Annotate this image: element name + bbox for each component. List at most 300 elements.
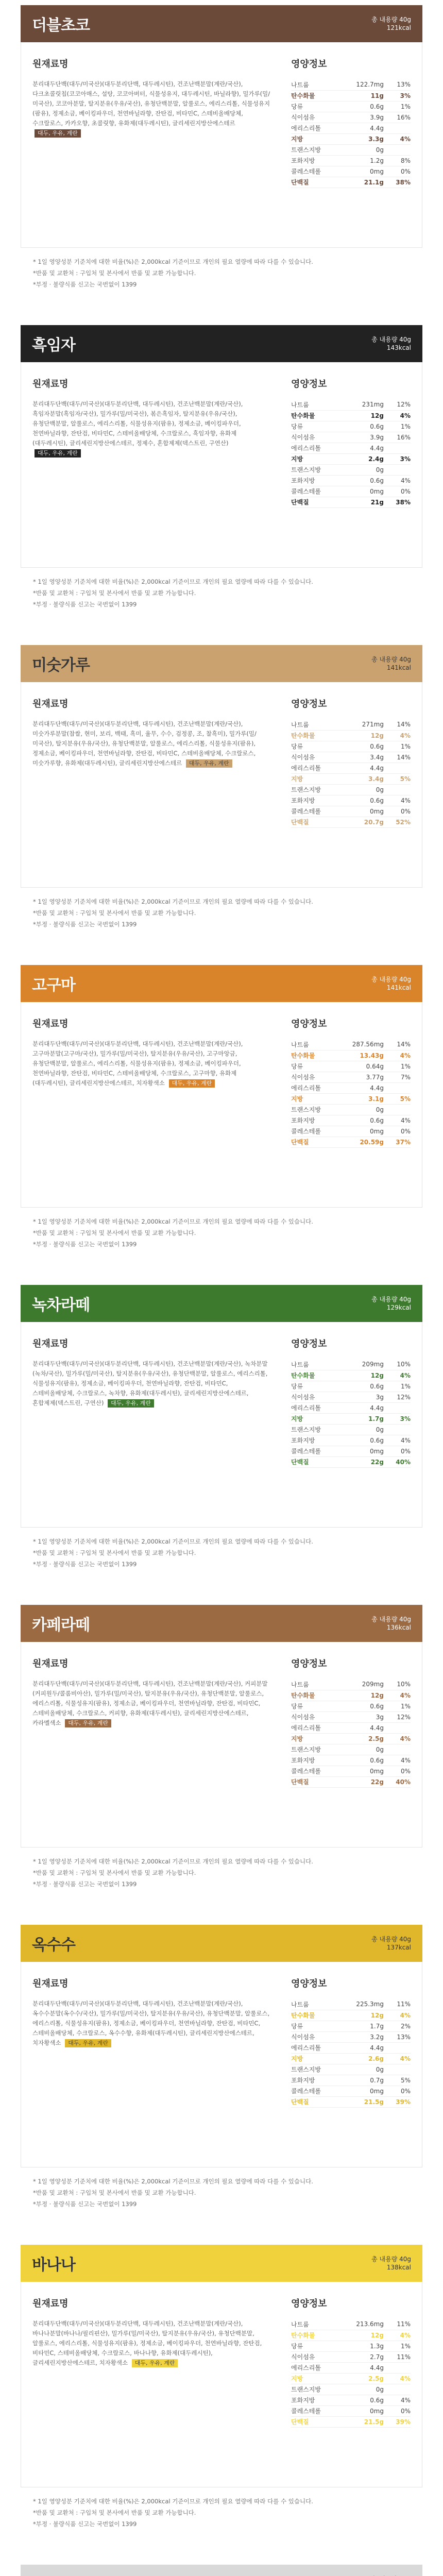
product-header	[21, 1925, 422, 1962]
calories: 141kcal	[386, 664, 411, 671]
product-size	[371, 335, 411, 352]
calories: 137kcal	[386, 1944, 411, 1951]
nutrient-value: 0.6g	[348, 1381, 384, 1392]
nutrient-percent: 4%	[384, 475, 411, 486]
nutrition-row	[291, 2042, 411, 2053]
nutrient-percent	[384, 1722, 411, 1733]
note-line: * 1일 영양성분 기준치에 대한 비율(%)은 2,000kcal 기준이므로 개인의 필요 열량에 따라 다를 수 있습니다.	[33, 258, 313, 265]
nutrient-percent: 0%	[384, 1766, 411, 1776]
note-line: *부정 · 불량식품 신고는 국번없이 1399	[33, 601, 137, 608]
nutrient-value: 271mg	[348, 719, 384, 730]
nutrition-block	[291, 1976, 411, 2167]
nutrient-percent: 12%	[384, 1711, 411, 1722]
nutrition-block	[291, 697, 411, 887]
note-line: * 1일 영양성분 기준치에 대한 비율(%)은 2,000kcal 기준이므로 개인의 필요 열량에 따라 다를 수 있습니다.	[33, 2178, 313, 2185]
nutrient-value: 0mg	[348, 1766, 384, 1776]
nutrient-value: 287.56mg	[348, 1039, 384, 1050]
nutrient-percent: 12%	[384, 399, 411, 410]
nutrition-table	[291, 2319, 411, 2428]
nutrient-value: 0mg	[348, 806, 384, 817]
net-weight: 총 내용량 40g	[371, 656, 411, 663]
nutrient-name: 트랜스지방	[291, 144, 348, 155]
nutrient-percent	[384, 443, 411, 453]
nutrient-name: 트랜스지방	[291, 2064, 348, 2075]
calories: 129kcal	[386, 1304, 411, 1311]
nutrient-percent: 16%	[384, 432, 411, 443]
nutrition-title: 영양정보	[291, 1658, 327, 1669]
nutrient-name: 식이섬유	[291, 112, 348, 123]
nutrition-row	[291, 421, 411, 432]
nutrient-name: 트랜스지방	[291, 1424, 348, 1435]
nutrient-percent: 0%	[384, 1126, 411, 1137]
note-line: *부정 · 불량식품 신고는 국번없이 1399	[33, 921, 137, 928]
product-name: 흑임자	[32, 336, 75, 354]
nutrient-percent: 4%	[384, 1690, 411, 1701]
nutrition-table	[291, 79, 411, 188]
nutrient-value: 0mg	[348, 166, 384, 177]
nutrient-value: 2.4g	[348, 453, 384, 464]
nutrition-row	[291, 443, 411, 453]
nutrient-percent: 1%	[384, 2341, 411, 2351]
product-section	[0, 325, 443, 645]
ingredients-block	[32, 697, 270, 887]
ingredients-list: 분리대두단백(대두/미국산)(대두분리단백, 대두레시틴), 건조난백분말(계란/국산), 커피분말(커피원두/콜롬비아산), 밀가루(밀/미국산), 탈지분유(우유/국산), 유청단백분말, 알룰로스, 에리스리톨, 식물성유지(팜유), 정제소금, 베이킹파우더, 천연바닐라향, 잔탄검, 비타민C, 스테비올배당체, 수크랄로스, 커피향, 유화제(대두레시틴), 글리세린지방산에스테르, 카라멜색소	[32, 1680, 268, 1726]
nutrition-row	[291, 475, 411, 486]
nutrient-name: 에리스리톨	[291, 1082, 348, 1093]
product-info-box	[21, 1322, 422, 1528]
nutrient-percent	[384, 464, 411, 475]
nutrient-value: 3.9g	[348, 432, 384, 443]
nutrition-row	[291, 1072, 411, 1082]
nutrition-row	[291, 2053, 411, 2064]
nutrition-row	[291, 784, 411, 795]
nutrient-name: 트랜스지방	[291, 1744, 348, 1755]
nutrient-value: 4.4g	[348, 123, 384, 133]
product-section	[0, 965, 443, 1285]
nutrition-row	[291, 2064, 411, 2075]
ingredients-text	[32, 79, 270, 138]
nutrient-percent: 3%	[384, 1413, 411, 1424]
nutrient-value: 231mg	[348, 399, 384, 410]
nutrition-row	[291, 1413, 411, 1424]
ingredients-text	[32, 1999, 270, 2048]
nutrient-name: 당류	[291, 1701, 348, 1711]
nutrient-percent: 8%	[384, 155, 411, 166]
product-header	[21, 965, 422, 1002]
nutrient-value: 0g	[348, 1104, 384, 1115]
allergen-badge: 대두, 우유, 계란	[132, 2359, 178, 2367]
ingredients-title: 원재료명	[32, 1338, 69, 1349]
nutrient-name: 탄수화물	[291, 90, 348, 101]
nutrient-name: 식이섬유	[291, 1711, 348, 1722]
notes	[21, 896, 422, 930]
nutrition-row	[291, 497, 411, 507]
nutrient-name: 콜레스테롤	[291, 806, 348, 817]
product-header	[21, 2565, 422, 2576]
nutrient-name: 탄수화물	[291, 1050, 348, 1061]
product-info-box	[21, 362, 422, 568]
nutrient-value: 0.6g	[348, 475, 384, 486]
nutrient-percent: 0%	[384, 806, 411, 817]
nutrition-row	[291, 1039, 411, 1050]
nutrient-name: 단백질	[291, 177, 348, 188]
nutrition-row	[291, 410, 411, 421]
nutrient-name: 포화지방	[291, 475, 348, 486]
nutrient-percent: 4%	[384, 1755, 411, 1766]
nutrition-block	[291, 1336, 411, 1527]
net-weight: 총 내용량 40g	[371, 1936, 411, 1943]
nutrient-name: 지방	[291, 1413, 348, 1424]
nutrient-percent: 4%	[384, 2395, 411, 2405]
nutrition-row	[291, 730, 411, 741]
nutrient-percent	[384, 1424, 411, 1435]
nutrient-percent: 14%	[384, 1039, 411, 1050]
nutrition-row	[291, 719, 411, 730]
allergen-badge: 대두, 우유, 계란	[186, 759, 232, 768]
ingredients-list: 분리대두단백(대두/미국산)(대두분리단백, 대두레시틴), 건조난백분말(계란/국산), 미숫가루분말(찹쌀, 현미, 보리, 백태, 흑미, 율무, 수수, 검정콩, 조, 찰흑미), 밀가루(밀/미국산), 탈지분유(우유/국산), 유청단백분말, 알룰로스, 에리스리톨, 식물성유지(팜유), 정제소금, 베이킹파우더, 천연바닐라향, 잔탄검, 비타민C, 스테비올배당체, 수크랄로스, 미숫가루향, 유화제(대두레시틴), 글리세린지방산에스테르	[32, 720, 257, 767]
nutrient-value: 3g	[348, 1711, 384, 1722]
nutrient-value: 3.4g	[348, 773, 384, 784]
nutrient-name: 에리스리톨	[291, 1722, 348, 1733]
nutrient-name: 포화지방	[291, 1755, 348, 1766]
nutrition-row	[291, 1126, 411, 1137]
nutrient-value: 12g	[348, 410, 384, 421]
nutrition-row	[291, 1424, 411, 1435]
note-line: *부정 · 불량식품 신고는 국번없이 1399	[33, 2200, 137, 2208]
nutrient-name: 식이섬유	[291, 2351, 348, 2362]
nutrition-row	[291, 1999, 411, 2010]
nutrient-value: 2.7g	[348, 2351, 384, 2362]
product-size	[371, 975, 411, 992]
note-line: *부정 · 불량식품 신고는 국번없이 1399	[33, 1561, 137, 1568]
calories: 138kcal	[386, 2264, 411, 2271]
nutrient-name: 콜레스테롤	[291, 2086, 348, 2096]
nutrition-row	[291, 1104, 411, 1115]
nutrient-value: 21.5g	[348, 2096, 384, 2107]
nutrient-name: 트랜스지방	[291, 2384, 348, 2395]
nutrient-percent	[384, 123, 411, 133]
nutrient-value: 20.7g	[348, 817, 384, 827]
nutrient-name: 지방	[291, 1733, 348, 1744]
calories: 136kcal	[386, 1624, 411, 1631]
nutrient-name: 포화지방	[291, 1435, 348, 1446]
nutrition-row	[291, 1381, 411, 1392]
nutrient-percent: 52%	[384, 817, 411, 827]
nutrient-value: 0.6g	[348, 1755, 384, 1766]
nutrition-row	[291, 1435, 411, 1446]
nutrition-row	[291, 166, 411, 177]
product-header	[21, 1605, 422, 1642]
product-size	[371, 2255, 411, 2272]
note-line: * 1일 영양성분 기준치에 대한 비율(%)은 2,000kcal 기준이므로 개인의 필요 열량에 따라 다를 수 있습니다.	[33, 898, 313, 905]
nutrient-percent: 0%	[384, 2405, 411, 2416]
product-info-box	[21, 2282, 422, 2487]
nutrient-value: 3.1g	[348, 1093, 384, 1104]
ingredients-text	[32, 719, 270, 768]
nutrient-value: 0mg	[348, 2086, 384, 2096]
nutrient-percent: 7%	[384, 1072, 411, 1082]
nutrient-value: 3g	[348, 1392, 384, 1402]
nutrient-percent: 39%	[384, 2416, 411, 2427]
nutrient-percent	[384, 144, 411, 155]
nutrient-percent: 5%	[384, 2075, 411, 2086]
nutrition-row	[291, 1137, 411, 1147]
calories: 143kcal	[386, 344, 411, 351]
nutrient-value: 1.7g	[348, 2021, 384, 2031]
allergen-badge: 대두, 우유, 계란	[35, 129, 81, 138]
nutrition-row	[291, 2031, 411, 2042]
nutrient-value: 11g	[348, 90, 384, 101]
nutrient-percent: 4%	[384, 1435, 411, 1446]
nutrient-percent: 11%	[384, 2351, 411, 2362]
ingredients-text	[32, 2319, 270, 2368]
nutrient-name: 지방	[291, 773, 348, 784]
nutrient-percent	[384, 1082, 411, 1093]
nutrient-percent: 40%	[384, 1456, 411, 1467]
nutrition-row	[291, 1744, 411, 1755]
nutrition-row	[291, 1050, 411, 1061]
nutrition-row	[291, 795, 411, 806]
nutrition-row	[291, 399, 411, 410]
nutrient-percent: 13%	[384, 2031, 411, 2042]
note-line: * 1일 영양성분 기준치에 대한 비율(%)은 2,000kcal 기준이므로 개인의 필요 열량에 따라 다를 수 있습니다.	[33, 1858, 313, 1865]
product-section	[0, 1925, 443, 2245]
nutrient-percent: 5%	[384, 1093, 411, 1104]
nutrient-value: 4.4g	[348, 762, 384, 773]
nutrition-row	[291, 762, 411, 773]
nutrient-value: 225.3mg	[348, 1999, 384, 2010]
nutrient-name: 에리스리톨	[291, 2362, 348, 2373]
notes	[21, 2176, 422, 2210]
nutrition-row	[291, 155, 411, 166]
nutrition-row	[291, 464, 411, 475]
nutrient-percent	[384, 1104, 411, 1115]
nutrition-row	[291, 133, 411, 144]
nutrient-name: 탄수화물	[291, 1690, 348, 1701]
nutrition-row	[291, 1456, 411, 1467]
product-name: 카페라떼	[32, 1616, 90, 1634]
nutrient-value: 0.6g	[348, 1701, 384, 1711]
nutrient-name: 포화지방	[291, 2395, 348, 2405]
nutrient-value: 22g	[348, 1776, 384, 1787]
note-line: * 1일 영양성분 기준치에 대한 비율(%)은 2,000kcal 기준이므로 개인의 필요 열량에 따라 다를 수 있습니다.	[33, 1538, 313, 1545]
nutrient-percent: 0%	[384, 486, 411, 497]
nutrient-name: 탄수화물	[291, 2330, 348, 2341]
product-size	[371, 1295, 411, 1312]
calories: 141kcal	[386, 984, 411, 991]
nutrient-value: 209mg	[348, 1679, 384, 1690]
nutrition-row	[291, 123, 411, 133]
nutrient-value: 0.6g	[348, 795, 384, 806]
product-section	[0, 5, 443, 325]
nutrient-value: 0.6g	[348, 1435, 384, 1446]
nutrient-percent: 4%	[384, 2053, 411, 2064]
nutrient-value: 0.6g	[348, 101, 384, 112]
nutrient-value: 0.6g	[348, 421, 384, 432]
nutrition-row	[291, 90, 411, 101]
note-line: *반품 및 교환처 : 구입처 및 본사에서 반품 및 교환 가능합니다.	[33, 1869, 196, 1876]
net-weight: 총 내용량 40g	[371, 16, 411, 23]
nutrient-percent: 4%	[384, 2373, 411, 2384]
nutrient-value: 4.4g	[348, 443, 384, 453]
nutrient-name: 나트륨	[291, 1359, 348, 1370]
nutrient-name: 탄수화물	[291, 2010, 348, 2021]
nutrient-name: 식이섬유	[291, 1072, 348, 1082]
calories: 121kcal	[386, 24, 411, 31]
product-info-box	[21, 1642, 422, 1848]
nutrient-percent: 1%	[384, 1381, 411, 1392]
nutrient-name: 콜레스테롤	[291, 486, 348, 497]
nutrient-value: 0.64g	[348, 1061, 384, 1072]
product-info-box	[21, 682, 422, 888]
nutrient-value: 0g	[348, 2064, 384, 2075]
note-line: *반품 및 교환처 : 구입처 및 본사에서 반품 및 교환 가능합니다.	[33, 909, 196, 917]
nutrient-value: 4.4g	[348, 2362, 384, 2373]
nutrition-row	[291, 2362, 411, 2373]
nutrition-row	[291, 2010, 411, 2021]
nutrient-percent: 4%	[384, 410, 411, 421]
nutrient-name: 지방	[291, 2053, 348, 2064]
nutrient-percent: 10%	[384, 1359, 411, 1370]
product-header	[21, 645, 422, 682]
nutrient-value: 4.4g	[348, 2042, 384, 2053]
nutrient-percent: 4%	[384, 1050, 411, 1061]
ingredients-list: 분리대두단백(대두/미국산)(대두분리단백, 대두레시틴), 건조난백분말(계란/국산), 녹차분말(녹차/국산), 밀가루(밀/미국산), 탈지분유(우유/국산), 유청단백분말, 알룰로스, 에리스리톨, 식물성유지(팜유), 정제소금, 베이킹파우더, 천연바닐라향, 잔탄검, 비타민C, 스테비올배당체, 수크랄로스, 녹차향, 유화제(대두레시틴), 글리세린지방산에스테르, 혼합제제(덱스트린, 구연산)	[32, 1360, 268, 1406]
ingredients-list: 분리대두단백(대두/미국산)(대두분리단백, 대두레시틴), 건조난백분말(계란/국산), 바나나분말(바나나/필리핀산), 밀가루(밀/미국산), 탈지분유(우유/국산), 유청단백분말, 알룰로스, 에리스리톨, 식물성유지(팜유), 정제소금, 베이킹파우더, 천연바닐라향, 잔탄검, 비타민C, 스테비올배당체, 수크랄로스, 바나나향, 유화제(대두레시틴), 글리세린지방산에스테르, 치자황색소	[32, 2320, 262, 2366]
nutrient-name: 식이섬유	[291, 1392, 348, 1402]
nutrition-title: 영양정보	[291, 59, 327, 70]
nutrient-name: 트랜스지방	[291, 464, 348, 475]
nutrient-percent: 4%	[384, 1733, 411, 1744]
nutrient-percent: 16%	[384, 112, 411, 123]
nutrient-name: 포화지방	[291, 155, 348, 166]
nutrient-name: 나트륨	[291, 399, 348, 410]
nutrition-title: 영양정보	[291, 1978, 327, 1989]
nutrient-value: 0mg	[348, 1126, 384, 1137]
ingredients-list: 분리대두단백(대두/미국산)(대두분리단백, 대두레시틴), 건조난백분말(계란/국산), 고구마분말(고구마/국산), 밀가루(밀/미국산), 탈지분유(우유/국산), 고구마앙금, 유청단백분말, 알룰로스, 에리스리톨, 식물성유지(팜유), 정제소금, 베이킹파우더, 천연바닐라향, 잔탄검, 비타민C, 스테비올배당체, 수크랄로스, 고구마향, 유화제(대두레시틴), 글리세린지방산에스테르, 치자황색소	[32, 1040, 243, 1087]
ingredients-title: 원재료명	[32, 2298, 69, 2309]
nutrient-value: 0.6g	[348, 741, 384, 752]
nutrient-percent: 38%	[384, 497, 411, 507]
nutrient-name: 에리스리톨	[291, 443, 348, 453]
nutrition-title: 영양정보	[291, 379, 327, 389]
nutrition-row	[291, 2096, 411, 2107]
nutrient-percent	[384, 1402, 411, 1413]
nutrient-value: 0mg	[348, 486, 384, 497]
nutrient-name: 에리스리톨	[291, 762, 348, 773]
nutrient-name: 트랜스지방	[291, 784, 348, 795]
ingredients-text	[32, 399, 270, 458]
nutrient-percent: 10%	[384, 1679, 411, 1690]
product-info-box	[21, 42, 422, 248]
nutrition-row	[291, 453, 411, 464]
note-line: *부정 · 불량식품 신고는 국번없이 1399	[33, 1241, 137, 1248]
nutrition-row	[291, 1115, 411, 1126]
notes	[21, 256, 422, 290]
nutrition-row	[291, 1061, 411, 1072]
nutrition-row	[291, 2330, 411, 2341]
nutrient-percent: 37%	[384, 1137, 411, 1147]
net-weight: 총 내용량 40g	[371, 336, 411, 343]
ingredients-title: 원재료명	[32, 699, 69, 709]
nutrient-value: 0g	[348, 144, 384, 155]
nutrient-value: 0.6g	[348, 1115, 384, 1126]
product-section	[0, 2565, 443, 2576]
nutrient-value: 1.3g	[348, 2341, 384, 2351]
product-section	[0, 2245, 443, 2565]
nutrient-value: 0.7g	[348, 2075, 384, 2086]
nutrient-name: 단백질	[291, 1456, 348, 1467]
nutrient-name: 에리스리톨	[291, 2042, 348, 2053]
product-name: 바나나	[32, 2256, 75, 2274]
note-line: * 1일 영양성분 기준치에 대한 비율(%)은 2,000kcal 기준이므로 개인의 필요 열량에 따라 다를 수 있습니다.	[33, 578, 313, 585]
nutrient-percent	[384, 762, 411, 773]
product-name: 고구마	[32, 976, 75, 994]
ingredients-block	[32, 377, 270, 567]
nutrient-value: 0g	[348, 784, 384, 795]
nutrient-name: 나트륨	[291, 719, 348, 730]
nutrient-percent	[384, 2042, 411, 2053]
nutrient-value: 13.43g	[348, 1050, 384, 1061]
nutrient-name: 지방	[291, 1093, 348, 1104]
notes	[21, 576, 422, 610]
nutrient-percent: 4%	[384, 795, 411, 806]
ingredients-list: 분리대두단백(대두/미국산)(대두분리단백, 대두레시틴), 건조난백분말(계란/국산), 흑임자분말(흑임자/국산), 밀가루(밀/미국산), 볶은흑임자, 탈지분유(우유/국산), 유청단백분말, 알룰로스, 에리스리톨, 식물성유지(팜유), 정제소금, 베이킹파우더, 천연바닐라향, 잔탄검, 비타민C, 스테비올배당체, 수크랄로스, 흑임자향, 유화제(대두레시틴), 글리세린지방산에스테르, 정제수, 혼합제제(덱스트린, 구연산)	[32, 400, 243, 447]
note-line: *반품 및 교환처 : 구입처 및 본사에서 반품 및 교환 가능합니다.	[33, 1229, 196, 1236]
nutrient-value: 4.4g	[348, 1402, 384, 1413]
nutrient-name: 단백질	[291, 2416, 348, 2427]
net-weight: 총 내용량 40g	[371, 1616, 411, 1623]
note-line: *반품 및 교환처 : 구입처 및 본사에서 반품 및 교환 가능합니다.	[33, 1549, 196, 1556]
nutrient-name: 단백질	[291, 1137, 348, 1147]
nutrient-value: 21g	[348, 497, 384, 507]
nutrition-row	[291, 2341, 411, 2351]
nutrient-value: 1.2g	[348, 155, 384, 166]
nutrition-row	[291, 144, 411, 155]
net-weight: 총 내용량 40g	[371, 976, 411, 983]
nutrient-name: 탄수화물	[291, 410, 348, 421]
nutrition-row	[291, 1082, 411, 1093]
nutrient-name: 나트륨	[291, 79, 348, 90]
note-line: * 1일 영양성분 기준치에 대한 비율(%)은 2,000kcal 기준이므로 개인의 필요 열량에 따라 다를 수 있습니다.	[33, 2498, 313, 2505]
nutrient-name: 나트륨	[291, 1999, 348, 2010]
note-line: *반품 및 교환처 : 구입처 및 본사에서 반품 및 교환 가능합니다.	[33, 269, 196, 277]
ingredients-block	[32, 1656, 270, 1847]
nutrition-row	[291, 2351, 411, 2362]
nutrition-row	[291, 1446, 411, 1456]
nutrition-title: 영양정보	[291, 699, 327, 709]
nutrition-block	[291, 377, 411, 567]
nutrient-percent	[384, 784, 411, 795]
allergen-badge: 대두, 우유, 계란	[65, 1719, 111, 1727]
ingredients-title: 원재료명	[32, 1658, 69, 1669]
ingredients-title: 원재료명	[32, 59, 69, 70]
nutrition-title: 영양정보	[291, 2298, 327, 2309]
nutrient-percent: 39%	[384, 2096, 411, 2107]
nutrient-name: 탄수화물	[291, 1370, 348, 1381]
nutrient-percent: 14%	[384, 752, 411, 762]
nutrient-value: 21.1g	[348, 177, 384, 188]
nutrient-value: 0mg	[348, 2405, 384, 2416]
nutrient-percent: 4%	[384, 2330, 411, 2341]
nutrition-row	[291, 1402, 411, 1413]
nutrient-percent: 4%	[384, 1115, 411, 1126]
allergen-badge: 대두, 우유, 계란	[169, 1079, 215, 1088]
note-line: *부정 · 불량식품 신고는 국번없이 1399	[33, 281, 137, 288]
product-name: 녹차라떼	[32, 1296, 90, 1314]
product-info-box	[21, 1002, 422, 1208]
nutrient-value: 22g	[348, 1456, 384, 1467]
